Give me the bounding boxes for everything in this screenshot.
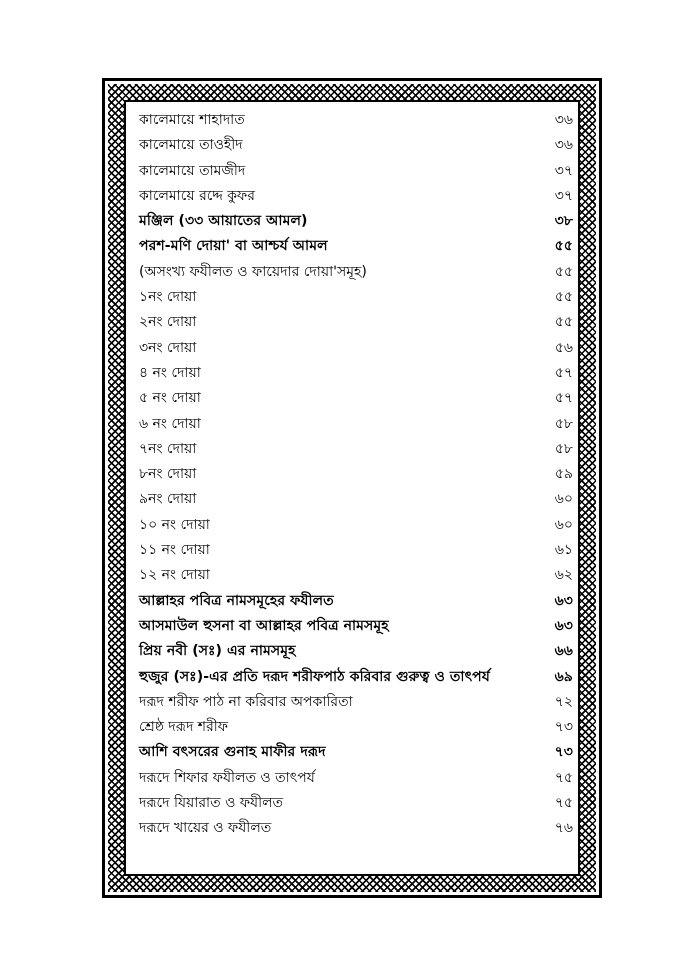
toc-entry-page-number: ৭৬ — [554, 820, 573, 837]
toc-entry-page-number: ৫৫ — [554, 238, 573, 255]
toc-entry-title: দরূদ শরীফ পাঠ না করিবার অপকারিতা — [139, 693, 353, 710]
toc-entry — [139, 513, 573, 538]
toc-entry — [139, 133, 573, 158]
toc-entry-page-number: ৬০ — [554, 516, 573, 533]
toc-entry-title: কালেমায়ে তামজীদ — [139, 162, 246, 179]
toc-entry — [139, 234, 573, 259]
toc-entry-page-number: ৩৬ — [554, 137, 573, 154]
toc-entry-title: ৫ নং দোয়া — [139, 390, 201, 407]
toc-entry-page-number: ৭৫ — [554, 769, 573, 786]
toc-entry-page-number: ৩৬ — [554, 112, 573, 128]
toc-entry — [139, 740, 573, 765]
toc-entry-page-number: ৫৮ — [554, 440, 573, 457]
toc-entry-page-number: ৫৯ — [554, 466, 573, 483]
toc-entry-page-number: ৫৭ — [554, 364, 573, 381]
toc-entry-page-number: ৫৭ — [554, 390, 573, 407]
toc-entry-title: হুজুর (সঃ)-এর প্রতি দরূদ শরীফপাঠ করিবার গুরুত্ব ও তাৎপর্য — [139, 668, 490, 685]
toc-entry-title: কালেমায়ে তাওহীদ — [139, 137, 243, 154]
toc-entry-title: মঞ্জিল (৩৩ আয়াতের আমল) — [139, 213, 308, 230]
toc-entry — [139, 563, 573, 588]
toc-entry-page-number: ৫৫ — [554, 314, 573, 331]
toc-entry-title: কালেমায়ে রদ্দে কুফর — [139, 187, 255, 204]
toc-entry-title: আসমাউল হুসনা বা আল্লাহর পবিত্র নামসমূহ — [139, 617, 389, 634]
toc-entry — [139, 639, 573, 664]
toc-entry-page-number: ৭৩ — [554, 744, 573, 761]
toc-entry-title: ১নং দোয়া — [139, 289, 197, 306]
toc-entry — [139, 690, 573, 715]
toc-entry-page-number: ৩৭ — [554, 187, 573, 204]
toc-entry — [139, 209, 573, 234]
toc-entry-page-number: ৩৮ — [554, 213, 573, 230]
toc-entry — [139, 715, 573, 740]
toc-entry — [139, 487, 573, 512]
toc-entry — [139, 791, 573, 816]
toc-entry-page-number: ৫৬ — [554, 339, 573, 356]
toc-entry-page-number: ৬২ — [554, 567, 573, 584]
toc-entry — [139, 285, 573, 310]
patterned-border-band — [108, 84, 596, 892]
toc-entry — [139, 184, 573, 209]
toc-entry — [139, 260, 573, 285]
toc-entry — [139, 589, 573, 614]
toc-entry-page-number: ৬০ — [554, 491, 573, 508]
toc-entry-title: ১০ নং দোয়া — [139, 516, 210, 533]
toc-entry-title: ৮নং দোয়া — [139, 466, 197, 483]
toc-list — [139, 108, 573, 842]
toc-entry-title: দরূদে খায়ের ও ফযীলত — [139, 820, 272, 837]
toc-entry-title: ১১ নং দোয়া — [139, 542, 210, 559]
toc-entry-page-number: ৭২ — [554, 693, 573, 710]
toc-entry-title: ৪ নং দোয়া — [139, 364, 201, 381]
toc-entry-page-number: ৬৩ — [554, 592, 573, 609]
toc-entry — [139, 310, 573, 335]
toc-entry — [139, 816, 573, 841]
toc-entry — [139, 412, 573, 437]
toc-entry-title: (অসংখ্য ফযীলত ও ফায়েদার দোয়া'সমূহ) — [139, 263, 367, 280]
toc-entry-title: পরশ-মণি দোয়া' বা আশ্চর্য আমল — [139, 238, 328, 255]
table-of-contents-panel — [124, 100, 580, 876]
toc-entry-page-number: ৫৫ — [554, 263, 573, 280]
toc-entry-title: শ্রেষ্ঠ দরূদ শরীফ — [139, 719, 229, 736]
toc-entry — [139, 386, 573, 411]
toc-entry-page-number: ৫৫ — [554, 289, 573, 306]
toc-entry-page-number: ৬১ — [554, 542, 573, 559]
toc-entry — [139, 766, 573, 791]
toc-entry-title: ৬ নং দোয়া — [139, 415, 201, 432]
toc-entry — [139, 538, 573, 563]
toc-entry — [139, 361, 573, 386]
toc-entry-title: কালেমায়ে শাহাদাত — [139, 112, 245, 128]
toc-entry-page-number: ৩৭ — [554, 162, 573, 179]
toc-entry-title: আল্লাহর পবিত্র নামসমূহের ফযীলত — [139, 592, 334, 609]
toc-entry-title: দরূদে যিয়ারাত ও ফযীলত — [139, 795, 284, 812]
toc-entry-title: ৯নং দোয়া — [139, 491, 197, 508]
toc-entry-title: আশি বৎসরের গুনাহ মাফীর দরূদ — [139, 744, 326, 761]
toc-entry — [139, 665, 573, 690]
toc-entry — [139, 614, 573, 639]
toc-entry-page-number: ৬৬ — [554, 643, 573, 660]
toc-entry-title: ১২ নং দোয়া — [139, 567, 210, 584]
toc-entry-page-number: ৭৫ — [554, 795, 573, 812]
toc-entry-page-number: ৭৩ — [554, 719, 573, 736]
toc-entry — [139, 437, 573, 462]
toc-entry-page-number: ৬৩ — [554, 617, 573, 634]
toc-entry — [139, 159, 573, 184]
toc-entry-title: দরূদে শিফার ফযীলত ও তাৎপর্য — [139, 769, 315, 786]
toc-entry-title: ২নং দোয়া — [139, 314, 197, 331]
toc-entry — [139, 108, 573, 133]
toc-entry-title: ৭নং দোয়া — [139, 440, 197, 457]
toc-entry — [139, 336, 573, 361]
toc-entry — [139, 462, 573, 487]
decorative-page-border — [102, 78, 602, 898]
toc-entry-page-number: ৫৮ — [554, 415, 573, 432]
toc-entry-page-number: ৬৯ — [554, 668, 573, 685]
toc-entry-title: প্রিয় নবী (সঃ) এর নামসমূহ — [139, 643, 296, 660]
toc-entry-title: ৩নং দোয়া — [139, 339, 197, 356]
